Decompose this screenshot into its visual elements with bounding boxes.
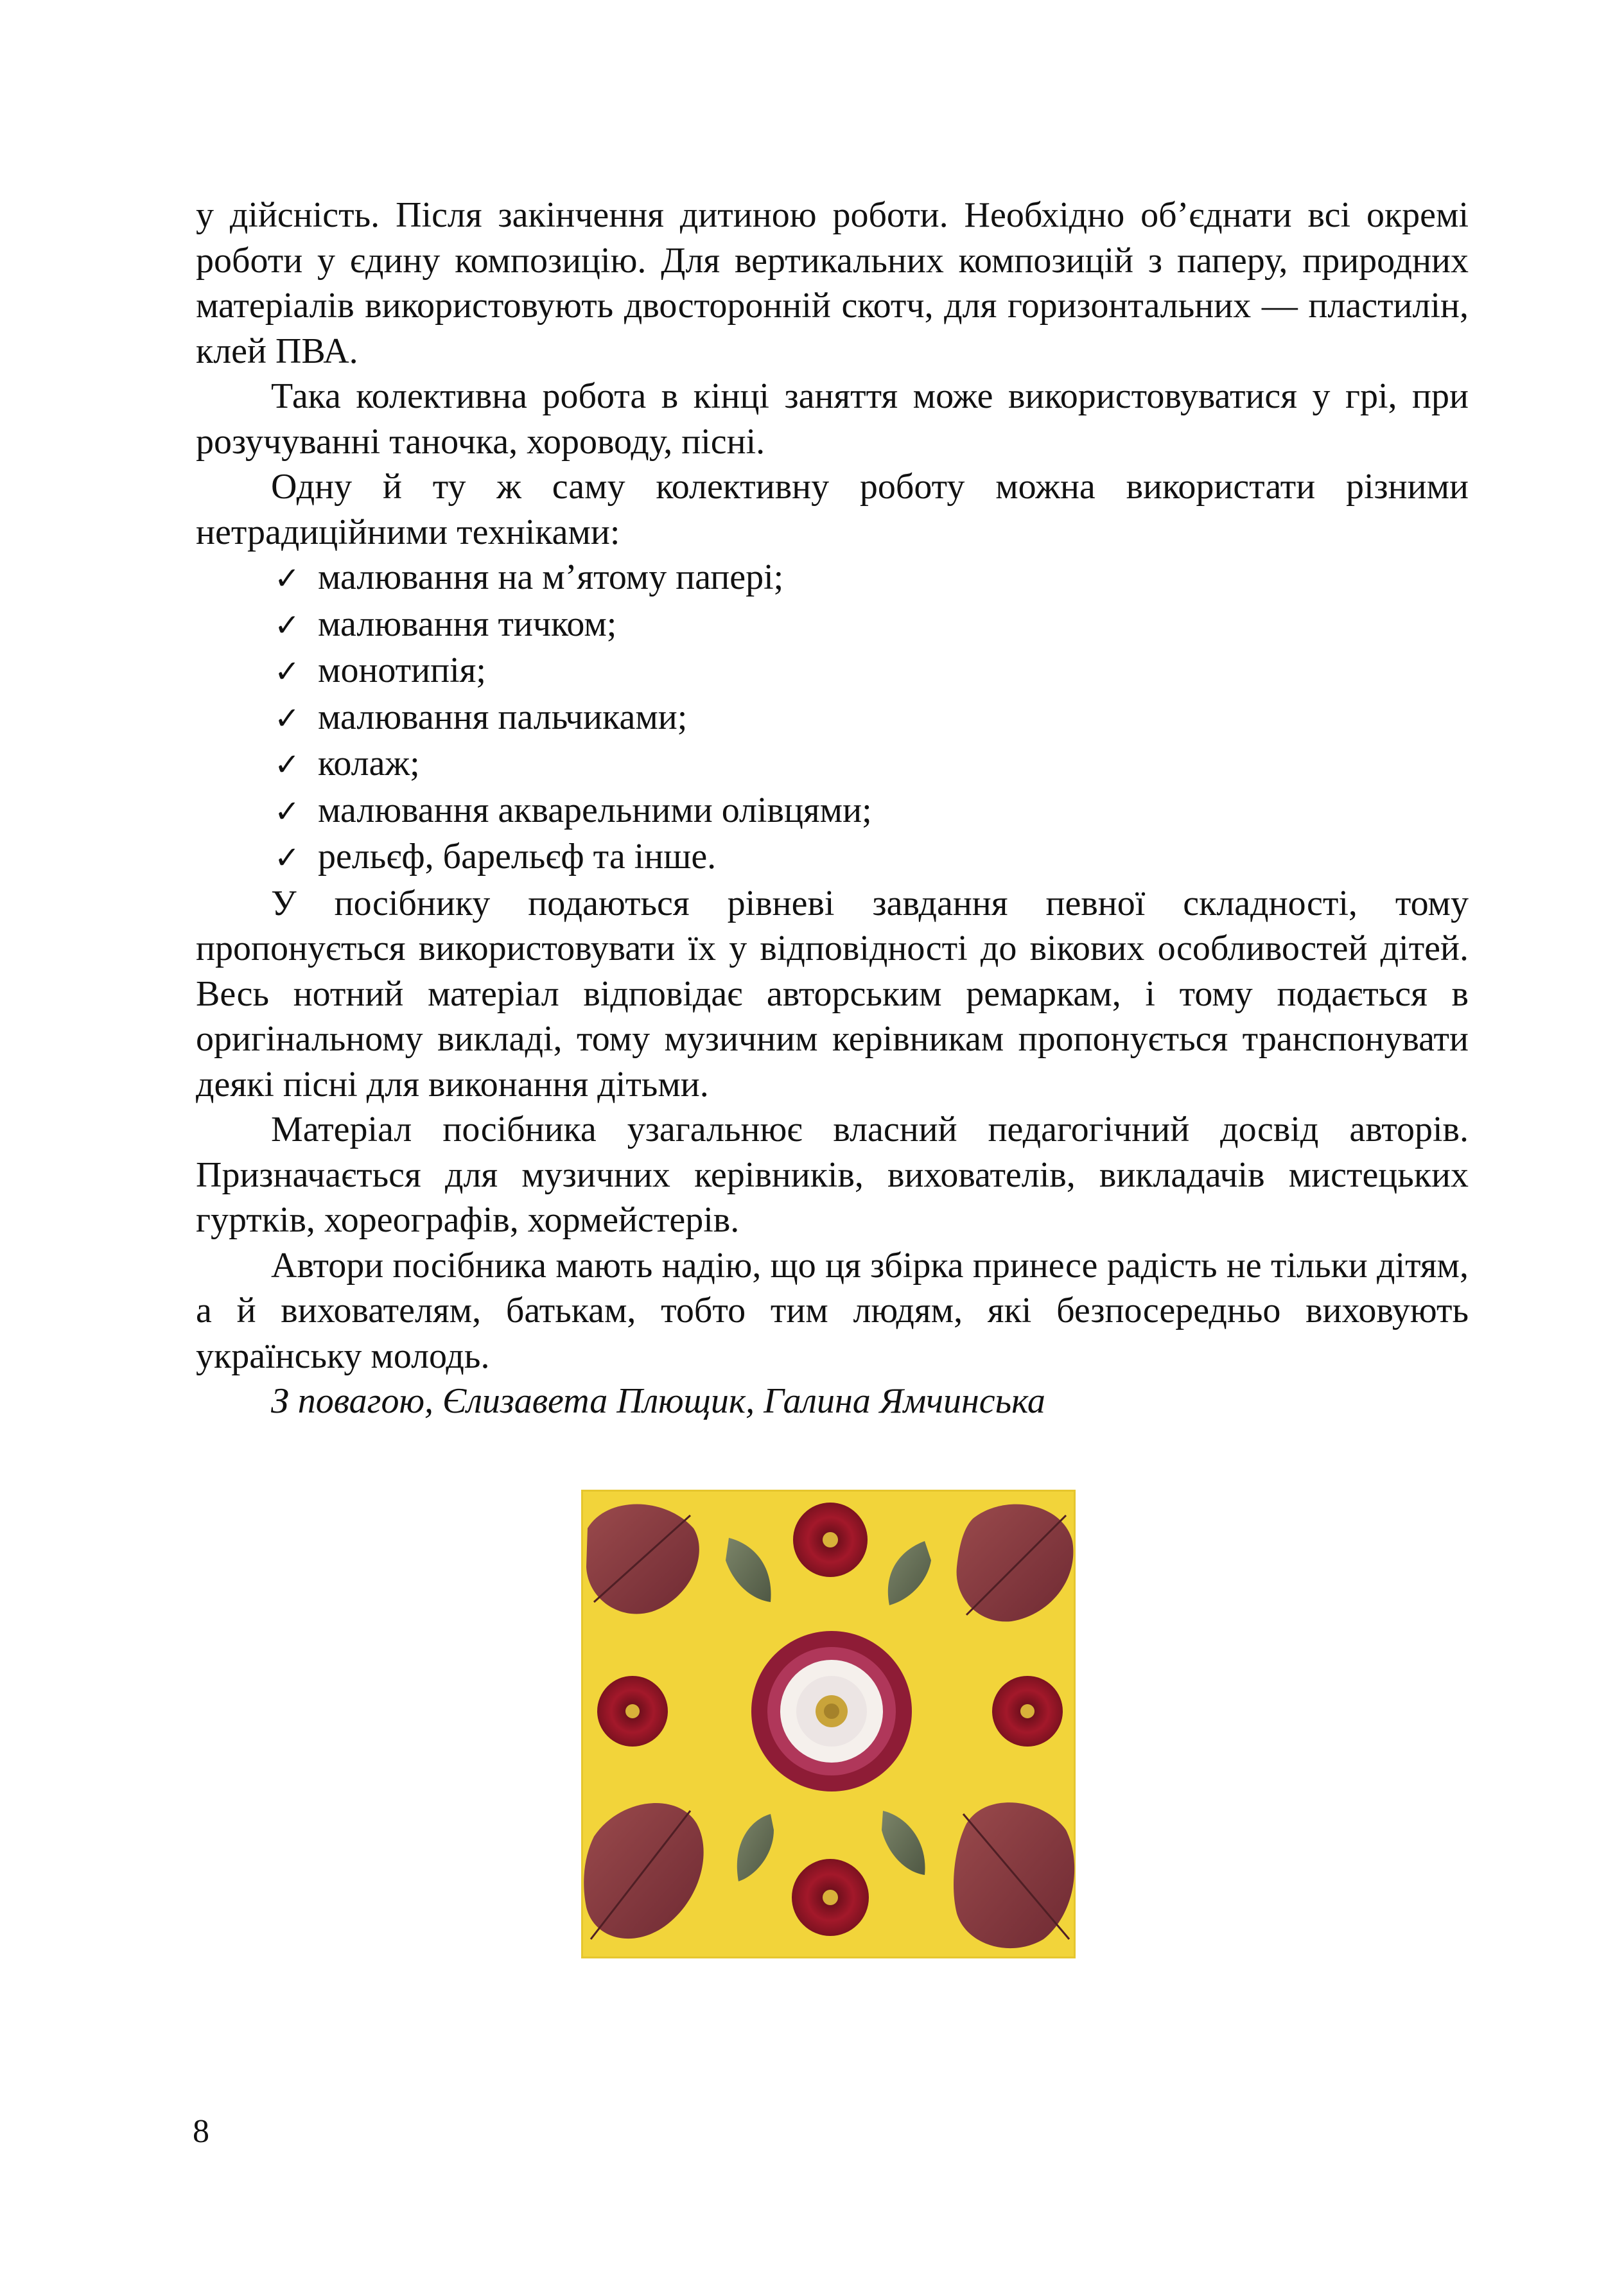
- red-flower-top: [793, 1503, 868, 1577]
- central-aster-flower: [751, 1631, 912, 1791]
- list-item: [274, 695, 1469, 742]
- checkmark-icon: ✓: [274, 793, 301, 830]
- list-item-label: колаж;: [318, 744, 420, 783]
- list-item: [274, 648, 1469, 695]
- list-item-label: малювання на м’ятому папері;: [318, 557, 784, 597]
- list-item-label: малювання тичком;: [318, 604, 617, 644]
- list-item-label: монотипія;: [318, 650, 486, 690]
- checkmark-icon: ✓: [274, 654, 301, 690]
- techniques-list: [196, 555, 1469, 881]
- list-item: [274, 555, 1469, 602]
- checkmark-icon: ✓: [274, 747, 301, 783]
- pressed-flowers-collage-image: [581, 1490, 1076, 1958]
- red-flower-right: [992, 1676, 1063, 1747]
- authors-signature: З повагою, Єлизавета Плющик, Галина Ямчинська: [271, 1381, 1045, 1421]
- red-flower-left: [597, 1676, 668, 1747]
- paragraph-techniques-intro: Одну й ту ж саму колективну роботу можна використати різними нетрадиційними техніками:: [196, 467, 1469, 552]
- checkmark-icon: ✓: [274, 700, 301, 737]
- list-item: [274, 741, 1469, 788]
- checkmark-icon: ✓: [274, 607, 301, 643]
- list-item-label: малювання акварельними олівцями;: [318, 790, 872, 830]
- list-item: [274, 788, 1469, 835]
- list-item-label: рельєф, барельєф та інше.: [318, 837, 717, 876]
- paragraph-levels: У посібнику подаються рівневі завдання певної складності, тому пропонується використовувати їх у відповідності до вікових особливостей дітей. Весь нотний матеріал відповідає авторським ремаркам, і тому подається в оригінальному викладі, тому музичним керівникам пропонується транспонувати деякі пісні для виконання дітьми.: [196, 883, 1469, 1104]
- checkmark-icon: ✓: [274, 561, 301, 597]
- red-flower-bottom: [792, 1859, 869, 1936]
- list-item: [274, 834, 1469, 881]
- checkmark-icon: ✓: [274, 840, 301, 876]
- paragraph-intro-continued: у дійсність. Після закінчення дитиною роботи. Необхідно об’єднати всі окремі роботи у єдину композицію. Для вертикальних композицій з паперу, природних матеріалів використовують двосторонній скотч, для горизонтальних — пластилін, клей ПВА.: [196, 195, 1469, 371]
- paragraph-hope: Автори посібника мають надію, що ця збірка принесе радість не тільки дітям, а й вихователям, батькам, тобто тим людям, які безпосередньо виховують українську молодь.: [196, 1245, 1469, 1376]
- page-number: 8: [193, 2113, 209, 2150]
- paragraph-audience: Матеріал посібника узагальнює власний педагогічний досвід авторів. Призначається для музичних керівників, вихователів, викладачів мистецьких гуртків, хореографів, хормейстерів.: [196, 1110, 1469, 1240]
- body-text: [196, 193, 1469, 1424]
- list-item-label: малювання пальчиками;: [318, 697, 688, 737]
- paragraph-collective-work: Така колективна робота в кінці заняття може використовуватися у грі, при розучуванні таночка, хороводу, пісні.: [196, 376, 1469, 462]
- list-item: [274, 602, 1469, 649]
